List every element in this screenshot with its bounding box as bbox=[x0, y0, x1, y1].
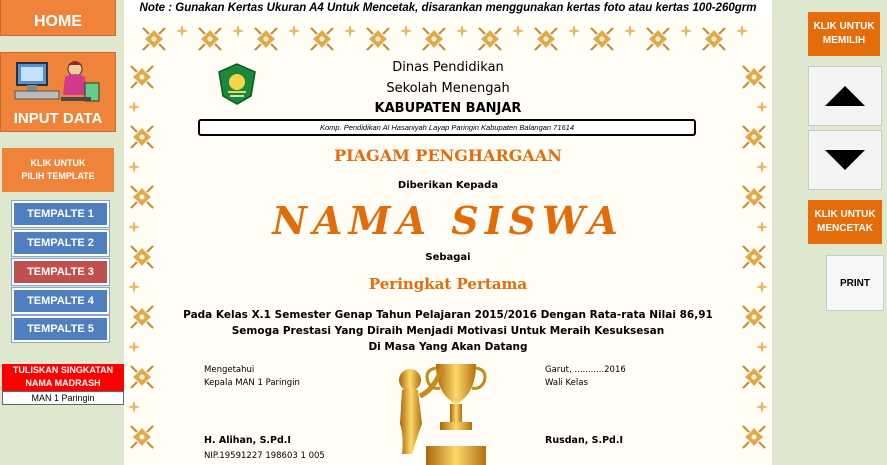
rank-text: Peringkat Pertama bbox=[368, 275, 528, 293]
madrasah-header: TULISKAN SINGKATAN NAMA MADRASH bbox=[2, 364, 124, 391]
as-text: Sebagai bbox=[425, 252, 471, 263]
left-signature bbox=[204, 365, 325, 461]
body-line-2: Semoga Prestasi Yang Diraih Menjadi Motivasi Untuk Meraih Kesuksesan bbox=[231, 325, 665, 337]
input-data-button[interactable] bbox=[0, 52, 116, 132]
header-line-2: Sekolah Menengah bbox=[386, 81, 510, 96]
header-line-3: KABUPATEN BANJAR bbox=[374, 101, 522, 116]
right-sig-name: Rusdan, S.Pd.I bbox=[545, 435, 623, 446]
certificate-canvas bbox=[124, 0, 772, 465]
arrow-down-icon bbox=[823, 149, 867, 171]
right-sig-label-1: Garut, ...........2016 bbox=[545, 365, 626, 375]
given-to-text: Diberikan Kepada bbox=[397, 180, 499, 191]
print-button[interactable]: PRINT bbox=[826, 255, 884, 311]
template-2-button[interactable]: TEMPALTE 2 bbox=[12, 230, 109, 256]
certificate-title: PIAGAM PENGHARGAAN bbox=[334, 146, 562, 165]
body-line-3: Di Masa Yang Akan Datang bbox=[368, 341, 528, 353]
template-header bbox=[2, 148, 114, 192]
print-note: Note : Gunakan Kertas Ukuran A4 Untuk Mencetak, disarankan menggunakan kertas foto atau kertas 100-260grm bbox=[124, 0, 772, 17]
left-sig-label-1: Mengetahui bbox=[204, 365, 255, 375]
body-line-1: Pada Kelas X.1 Semester Genap Tahun Pelajaran 2015/2016 Dengan Rata-rata Nilai 86,91 bbox=[183, 309, 713, 321]
template-header-label: KLIK UNTUK PILIH TEMPLATE bbox=[21, 158, 95, 181]
madrasah-input[interactable]: MAN 1 Paringin bbox=[2, 391, 124, 405]
template-5-button[interactable]: TEMPALTE 5 bbox=[12, 316, 109, 342]
select-header-label: KLIK UNTUK MEMILIH bbox=[813, 21, 875, 46]
right-sig-label-2: Wali Kelas bbox=[545, 378, 588, 388]
template-4-button[interactable]: TEMPALTE 4 bbox=[12, 288, 109, 314]
input-data-label: INPUT DATA bbox=[13, 110, 103, 127]
home-button[interactable] bbox=[0, 0, 116, 36]
print-header bbox=[808, 200, 882, 244]
trophy-icon bbox=[386, 360, 506, 465]
template-1-button[interactable]: TEMPALTE 1 bbox=[12, 201, 109, 227]
left-sig-label-2: Kepala MAN 1 Paringin bbox=[204, 378, 300, 388]
scroll-up-button[interactable] bbox=[808, 66, 882, 126]
right-signature bbox=[545, 365, 626, 446]
computer-user-icon bbox=[13, 59, 105, 105]
left-sig-name: H. Alihan, S.Pd.I bbox=[204, 435, 291, 446]
header-line-1: Dinas Pendidikan bbox=[392, 60, 504, 75]
template-3-button[interactable]: TEMPALTE 3 bbox=[12, 259, 109, 285]
address-box: Komp. Pendidikan Al Hasaniyah Layap Paringin Kabupaten Balangan 71614 bbox=[198, 119, 696, 136]
arrow-up-icon bbox=[823, 85, 867, 107]
scroll-down-button[interactable] bbox=[808, 130, 882, 190]
home-label: HOME bbox=[34, 13, 82, 30]
select-header bbox=[808, 12, 880, 56]
left-sig-nip: NIP.19591227 198603 1 005 bbox=[204, 451, 325, 461]
student-name: NAMA SISWA bbox=[272, 198, 624, 243]
print-header-label: KLIK UNTUK MENCETAK bbox=[814, 209, 876, 234]
